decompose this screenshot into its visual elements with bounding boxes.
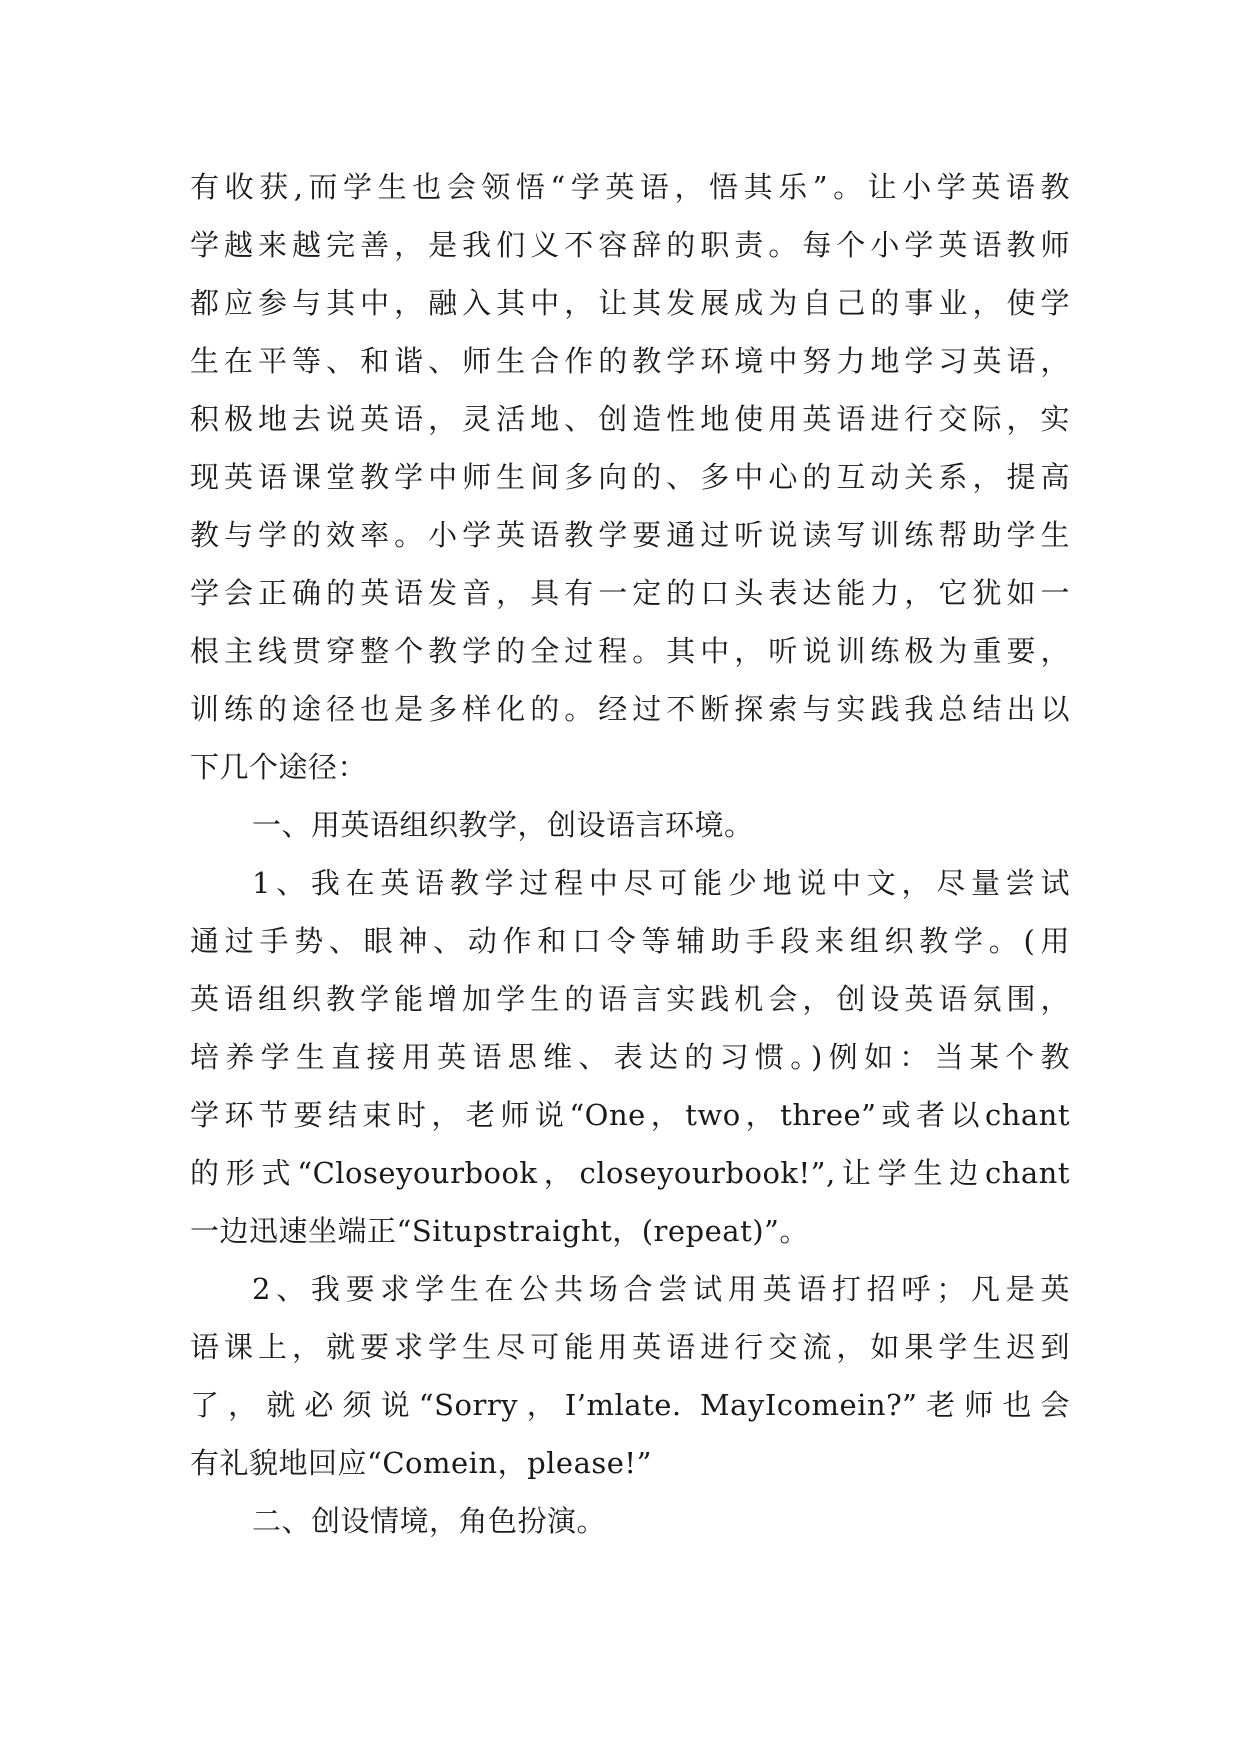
- text-line: 英语组织教学能增加学生的语言实践机会，创设英语氛围，: [190, 982, 1070, 1016]
- text-line: 2、我要求学生在公共场合尝试用英语打招呼；凡是英: [252, 1272, 1070, 1306]
- text-line: 积极地去说英语，灵活地、创造性地使用英语进行交际，实: [190, 402, 1070, 436]
- text-line: 学越来越完善，是我们义不容辞的职责。每个小学英语教师: [190, 228, 1070, 262]
- text-line: 了，就必须说“Sorry，I’mlate. MayIcomein?”老师也会: [190, 1388, 1070, 1422]
- text-line: 教与学的效率。小学英语教学要通过听说读写训练帮助学生: [190, 518, 1070, 552]
- text-line: 有收获,而学生也会领悟“学英语，悟其乐”。让小学英语教: [190, 170, 1070, 204]
- text-line: 1、我在英语教学过程中尽可能少地说中文，尽量尝试: [252, 866, 1070, 900]
- text-line: 学环节要结束时，老师说“One，two，three”或者以chant: [190, 1098, 1070, 1132]
- text-line: 一、用英语组织教学，创设语言环境。: [252, 808, 754, 842]
- text-line: 现英语课堂教学中师生间多向的、多中心的互动关系，提高: [190, 460, 1070, 494]
- text-line: 一边迅速坐端正“Situpstraight，(repeat)”。: [190, 1214, 809, 1248]
- text-line: 生在平等、和谐、师生合作的教学环境中努力地学习英语，: [190, 344, 1070, 378]
- text-line: 根主线贯穿整个教学的全过程。其中，听说训练极为重要，: [190, 634, 1070, 668]
- text-line: 下几个途径：: [190, 750, 368, 784]
- text-line: 训练的途径也是多样化的。经过不断探索与实践我总结出以: [190, 692, 1070, 726]
- text-line: 有礼貌地回应“Comein，please!”: [190, 1446, 652, 1480]
- text-line: 的形式“Closeyourbook，closeyourbook!”,让学生边chant: [190, 1156, 1070, 1190]
- document-body: [190, 158, 1070, 1550]
- text-line: 语课上，就要求学生尽可能用英语进行交流，如果学生迟到: [190, 1330, 1070, 1364]
- text-line: 培养学生直接用英语思维、表达的习惯。)例如：当某个教: [190, 1040, 1070, 1074]
- text-line: 都应参与其中，融入其中，让其发展成为自己的事业，使学: [190, 286, 1070, 320]
- text-line: 通过手势、眼神、动作和口令等辅助手段来组织教学。(用: [190, 924, 1070, 958]
- text-line: 二、创设情境，角色扮演。: [252, 1504, 607, 1538]
- text-line: 学会正确的英语发音，具有一定的口头表达能力，它犹如一: [190, 576, 1070, 610]
